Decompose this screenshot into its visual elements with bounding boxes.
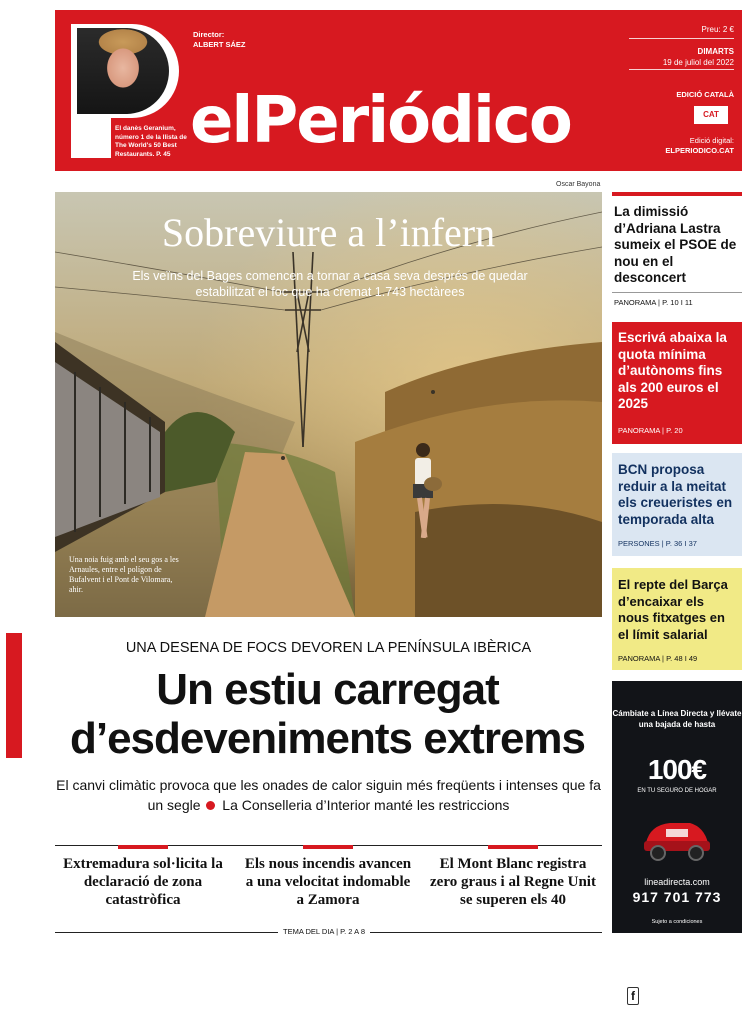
dek-text: El canvi climàtic provoca que les onades de calor siguin més freqüents i intenses que fa un segle [56, 777, 601, 813]
newspaper-logo: elPeriódico [190, 84, 571, 158]
sidebar-story-cruise[interactable] [612, 453, 742, 556]
brief-item[interactable]: Els nous incendis avancen a una velocitat indomable a Zamora [244, 856, 412, 908]
headline-line: Un estiu carregat [156, 665, 499, 714]
sidebar-headline[interactable]: Escrivá abaixa la quota mínima d’autònoms fins als 200 euros el 2025 [618, 330, 727, 411]
digital-edition [665, 136, 734, 156]
divider [629, 69, 734, 70]
ad-price: 100€ [647, 754, 707, 785]
sidebar-story-autonomos[interactable] [612, 322, 742, 444]
date: 19 de juliol del 2022 [662, 58, 734, 67]
weekday: DIMARTS [697, 47, 734, 56]
divider [629, 38, 734, 39]
page-reference: PANORAMA | P. 48 I 49 [618, 654, 698, 663]
brief-accent [303, 845, 353, 849]
brief-accent [118, 845, 168, 849]
sidebar-story-barca[interactable] [612, 568, 742, 670]
red-phone-car-icon [638, 813, 716, 863]
page-reference: PANORAMA | P. 20 [618, 426, 683, 435]
photo-caption: Una noia fuig amb el seu gos a les Arnaules, entre el polígon de Bufalvent i el Pont de Vilomara, ahir. [69, 555, 179, 594]
dek-text: La Conselleria d’Interior manté les restriccions [222, 797, 510, 813]
ad-subtext: EN TU SEGURO DE HOGAR [637, 788, 717, 794]
portrait-caption: El danès Geranium, número 1 de la llista de The World's 50 Best Restaurants. P. 45 [115, 125, 187, 158]
brief-item[interactable]: El Mont Blanc registra zero graus i al Regne Unit se superen els 40 [430, 856, 596, 908]
brief-accent [488, 845, 538, 849]
director-name: ALBERT SÁEZ [193, 40, 246, 49]
ad-text: Cámbiate a Línea Directa y llévate una bajada de hasta [612, 709, 742, 729]
divider [612, 292, 742, 293]
lead-headline[interactable] [30, 665, 625, 763]
digital-url[interactable]: ELPERIODICO.CAT [665, 146, 734, 155]
sidebar-headline[interactable]: La dimissió d’Adriana Lastra sumeix el PSOE de nou en el desconcert [614, 204, 737, 285]
edition-cat-badge[interactable]: CAT [694, 106, 728, 124]
ad-phone: 917 701 773 [632, 889, 722, 905]
sidebar-headline[interactable]: El repte del Barça d’encaixar els nous fitxatges en el límit salarial [618, 577, 728, 642]
lead-dek [55, 775, 602, 815]
ad-website[interactable]: lineadirecta.com [644, 877, 710, 887]
digital-label: Edició digital: [689, 136, 734, 145]
issue-date [663, 46, 734, 68]
ad-conditions: Sujeto a condiciones [651, 919, 703, 925]
photo-subtitle: Els veïns del Bages comencen a tornar a casa seva després de quedar estabilitzat el foc que ha cremat 1.743 hectàrees [132, 269, 528, 299]
page-reference: PANORAMA | P. 10 I 11 [614, 298, 693, 307]
page-reference: PERSONES | P. 36 I 37 [618, 539, 697, 548]
lead-kicker: UNA DESENA DE FOCS DEVOREN LA PENÍNSULA IBÈRICA [125, 640, 532, 656]
headline-line: d’esdeveniments extrems [69, 714, 586, 763]
wildfire-photo [55, 192, 602, 617]
accent-bar [6, 633, 22, 758]
insurance-advertisement[interactable] [612, 681, 742, 933]
sidebar-story-psoe[interactable] [612, 192, 742, 310]
brief-item[interactable]: Extremadura sol·licita la declaració de zona catastròfica [63, 856, 223, 908]
director-label: Director: [193, 30, 225, 39]
bullet-dot-icon [206, 801, 215, 810]
masthead [55, 10, 742, 171]
director-credit [193, 30, 246, 50]
chef-portrait-image [77, 28, 169, 114]
page-corner-mark-icon: f [627, 987, 639, 1005]
section-reference: TEMA DEL DIA | P. 2 A 8 [278, 927, 370, 936]
photo-credit: Oscar Bayona [556, 181, 601, 188]
sidebar-headline[interactable]: BCN proposa reduir a la meitat els creueristes en temporada alta [618, 462, 733, 527]
price: Preu: 2 € [701, 25, 734, 34]
photo-headline: Sobreviure a l’infern [161, 210, 496, 255]
edition-label: EDICIÓ CATALÀ [676, 90, 734, 99]
